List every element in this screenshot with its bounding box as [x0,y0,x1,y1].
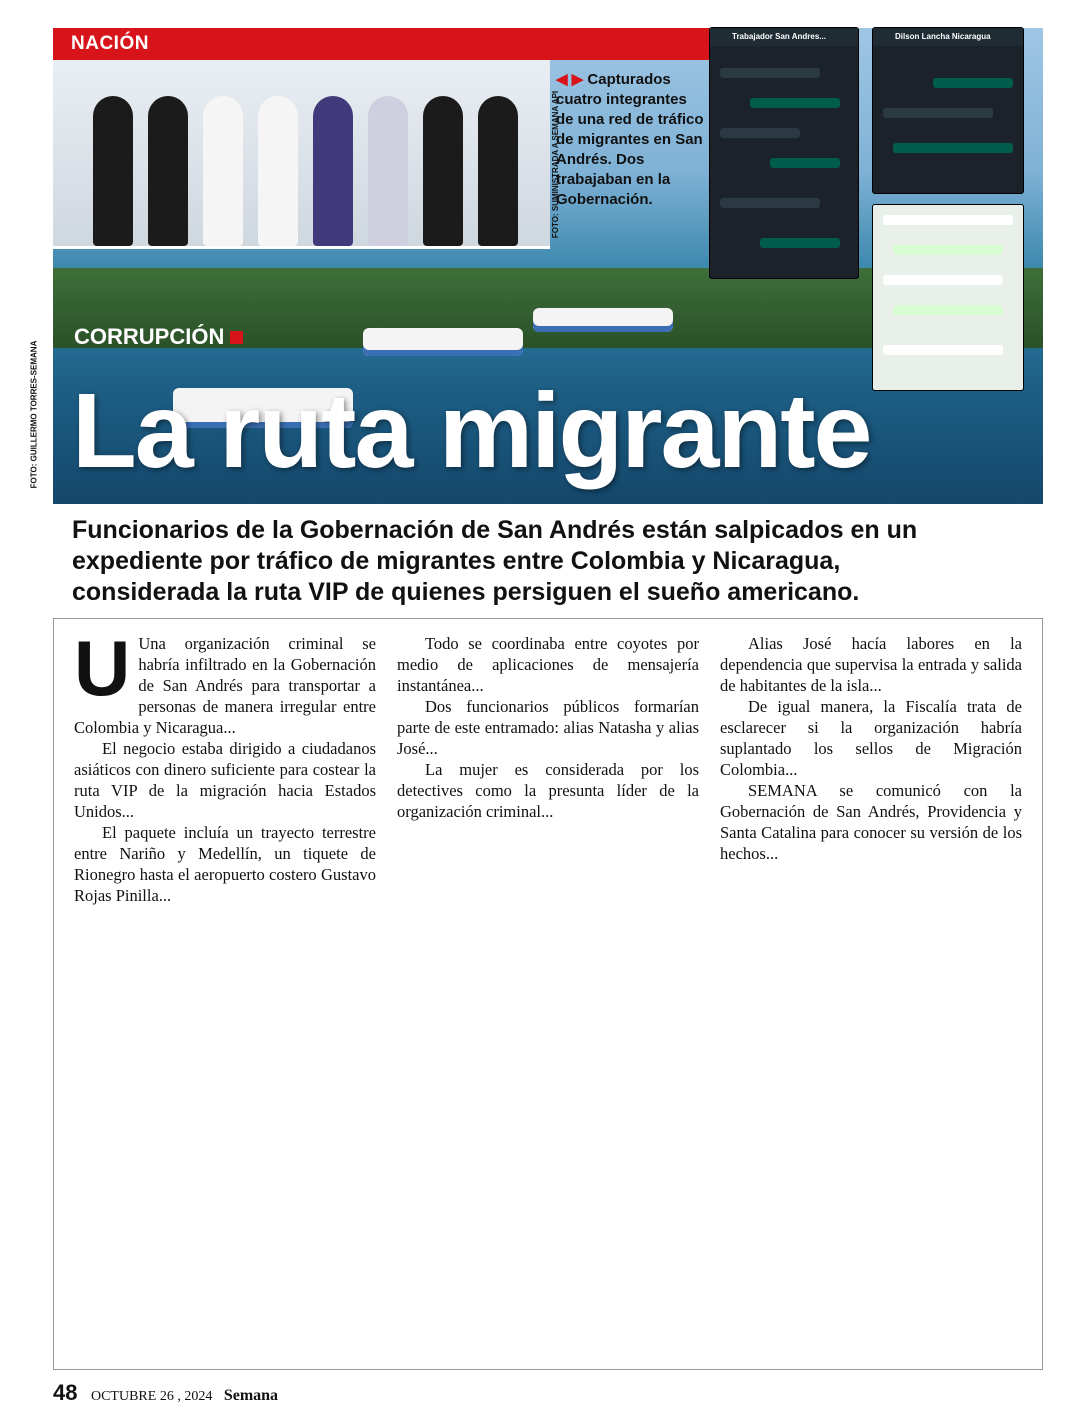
page-number: 48 [53,1380,78,1405]
photo-credit-api: FOTO: SUMINISTRADA A SEMANA API [551,90,561,239]
deck: Funcionarios de la Gobernación de San Andrés están salpicados en un expediente por tráfico de migrantes entre Colombia y Nicaragua, considerada la ruta VIP de quienes persiguen el sueño americano. [72,516,918,606]
chat-bubble [720,198,820,208]
chat-screenshot-1 [710,28,858,278]
paragraph: SEMANA se comunicó con la Gobernación de San Andrés, Providencia y Santa Catalina para conocer su versión de los hechos... [720,781,1022,863]
paragraph: El negocio estaba dirigido a ciudadanos asiáticos con dinero suficiente para costear la ruta VIP de la migración hacia Estados Unidos... [74,739,376,821]
kicker-square [230,331,243,344]
chat-screenshot-3 [873,205,1023,390]
photo-caption: ◀ ▶ Capturados cuatro integrantes de una red de tráfico de migrantes en San Andrés. Dos trabajaban en la Gobernación. [556,71,704,208]
chat-bubble [893,305,1003,315]
paragraph: El paquete incluía un trayecto terrestre entre Nariño y Medellín, un tiquete de Rionegro hasta el aeropuerto costero Gustavo Rojas Pinilla... [74,823,376,905]
chat-bubble [893,245,1003,255]
chat-bubble [760,238,840,248]
photo-credit-main: FOTO: GUILLERMO TORRES-SEMANA [29,340,39,489]
section-label: NACIÓN [71,33,149,54]
paragraph: Todo se coordinaba entre coyotes por medio de aplicaciones de mensajería instantánea... [397,634,699,695]
person [93,96,133,246]
person [368,96,408,246]
boat [363,328,523,356]
section-bar [53,28,713,60]
chat-bubble [720,128,800,138]
chat-screenshot-2 [873,28,1023,193]
page-footer [53,1380,278,1406]
paragraph: La mujer es considerada por los detectives como la presunta líder de la organización criminal... [397,760,699,821]
person [313,96,353,246]
caption-arrows: ◀ ▶ [556,71,584,88]
person [203,96,243,246]
article-column-1 [74,624,376,906]
person [478,96,518,246]
chat-bubble [883,108,993,118]
chat-bubble [720,68,820,78]
chat-bubble [750,98,840,108]
dropcap: U [74,624,131,712]
person [423,96,463,246]
chat-bubble [893,143,1013,153]
person [148,96,188,246]
chat-bubble [883,215,1013,225]
article-column-2 [397,633,699,822]
chat-bubble [770,158,840,168]
brand: Semana [223,1387,279,1404]
chat-title: Dilson Lancha Nicaragua [873,28,1023,46]
paragraph: Alias José hacía labores en la dependencia que supervisa la entrada y salida de habitantes de la isla... [720,634,1022,695]
issue-date: OCTUBRE 26 , 2024 [90,1389,213,1404]
kicker: CORRUPCIÓN [74,324,243,350]
headline: La ruta migrante [72,372,871,490]
article-column-3 [720,633,1022,864]
person [258,96,298,246]
chat-bubble [883,275,1003,285]
paragraph: Dos funcionarios públicos formarían parte de este entramado: alias Natasha y alias José... [397,697,699,758]
paragraph: De igual manera, la Fiscalía trata de esclarecer si la organización habría suplantado los sellos de Migración Colombia... [720,697,1022,779]
chat-title: Trabajador San Andres... [710,28,858,46]
paragraph: U Una organización criminal se habría infiltrado en la Gobernación de San Andrés para transportar a personas de manera irregular entre Colombia y Nicaragua... [74,624,376,737]
chat-bubble [933,78,1013,88]
chat-bubble [883,345,1003,355]
boat [533,308,673,332]
